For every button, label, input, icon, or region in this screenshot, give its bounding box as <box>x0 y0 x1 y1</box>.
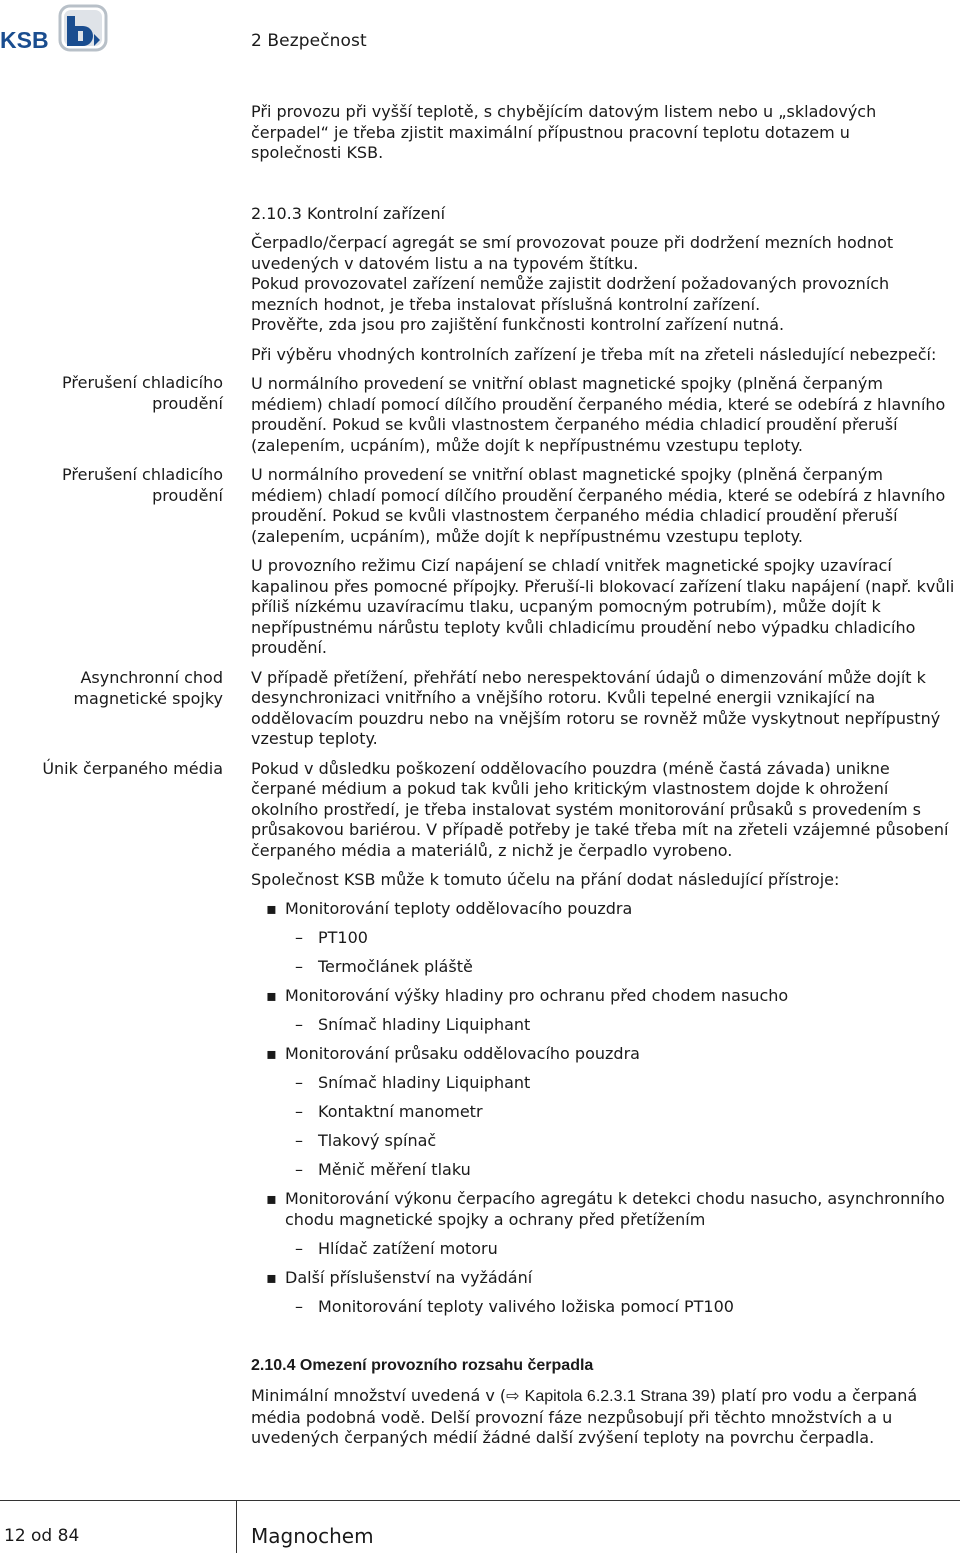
paragraph-cooling-1: U normálního provedení se vnitřní oblast magnetické spojky (plněná čerpaným médiem) chladí pomocí dílčího proudění čerpaného média, které se odebírá z hlavního proudění. Pokud se kvůli vlastnostem čerpaného média chladicí proudění přeruší (zalepením, ucpáním), může dojít k nepřípustnému vzestupu teploty. <box>251 374 946 455</box>
sub-list-item: – Tlakový spínač <box>295 1131 437 1150</box>
cross-reference-arrow-icon: ⇨ <box>506 1386 520 1405</box>
main-body <box>251 233 957 1317</box>
paragraph: Prověřte, zda jsou pro zajištění funkčnosti kontrolní zařízení nutná. <box>251 315 785 334</box>
ksb-logo <box>0 2 112 52</box>
footer-divider <box>0 1500 960 1501</box>
margin-label-cooling-1: Přerušení chladicího proudění <box>62 373 223 413</box>
margin-label-cooling-2: Přerušení chladicího proudění <box>62 465 223 505</box>
paragraph: Při výběru vhodných kontrolních zařízení je třeba mít na zřeteli následující nebezpečí: <box>251 344 937 364</box>
paragraph-async: V případě přetížení, přehřátí nebo nerespektování údajů o dimenzování může dojít k desynchronizaci vnitřního a vnějšího rotoru. Kvůli tepelné energii vznikající na oddělovacím pouzdru nebo na vnějším rotoru se rovněž může vyskytnout nepřípustný vzestup teploty. <box>251 667 941 748</box>
sub-list-item: – Hlídač zatížení motoru <box>295 1238 498 1258</box>
heading-2-10-4: 2.10.4 Omezení provozního rozsahu čerpadla <box>251 1357 594 1374</box>
list-item: ▪ Monitorování průsaku oddělovacího pouzdra <box>266 1044 640 1063</box>
logo-text: KSB <box>0 27 49 52</box>
paragraph-leak: Pokud v důsledku poškození oddělovacího pouzdra (méně častá závada) unikne čerpané médium a pokud tak kvůli jeho kritickým vlastnostem dojde k ohrožení okolního prostředí, je třeba instalovat systém monitorování průsaků s provedením s průsakovou bariérou. V případě potřeby je také třeba mít na zřeteli vzájemné působení čerpaného média a materiálů, z nichž je čerpadlo vyrobeno. <box>251 758 949 860</box>
paragraph: Pokud provozovatel zařízení nemůže zajistit dodržení požadovaných provozních mezních hodnot, je třeba instalovat příslušná kontrolní zařízení. <box>251 274 890 314</box>
device-list <box>251 899 957 1317</box>
page-number: 12 od 84 <box>4 1526 80 1546</box>
list-item: ▪ Monitorování výšky hladiny pro ochranu před chodem nasucho <box>266 986 789 1005</box>
cross-reference-link[interactable]: Kapitola 6.2.3.1 Strana 39 <box>524 1388 710 1405</box>
paragraph-operating-range: Minimální množství uvedená v (⇨ Kapitola 6.2.3.1 Strana 39) platí pro vodu a čerpaná média podobná vodě. Delší provozní fáze nezpůsobují při těchto množstvích a u uvedených čerpaných médií žádné další zvýšení teploty na povrchu čerpadla. <box>251 1386 918 1447</box>
list-item: ▪ Monitorování teploty oddělovacího pouzdra <box>266 899 633 918</box>
paragraph-devices-intro: Společnost KSB může k tomuto účelu na přání dodat následující přístroje: <box>251 870 840 889</box>
section-title: 2 Bezpečnost <box>251 31 367 51</box>
sub-list-item: – Snímač hladiny Liquiphant <box>295 1015 531 1034</box>
sub-list-item: – Snímač hladiny Liquiphant <box>295 1073 531 1092</box>
list-item: ▪ Další příslušenství na vyžádání <box>266 1267 533 1287</box>
sub-list-item: – PT100 <box>295 928 368 947</box>
sub-list-item: – Termočlánek pláště <box>295 957 473 976</box>
list-item: ▪ Monitorování výkonu čerpacího agregátu k detekci chodu nasucho, asynchronního chodu magnetické spojky a ochrany před přetížením <box>266 1189 945 1229</box>
footer-vertical-divider <box>236 1500 237 1553</box>
margin-label-async: Asynchronní chod magnetické spojky <box>73 668 223 708</box>
sub-list-item: – Kontaktní manometr <box>295 1102 483 1121</box>
intro-paragraph: Při provozu při vyšší teplotě, s chybějícím datovým listem nebo u „skladových čerpadel“ je třeba zjistit maximální přípustnou pracovní teplotu dotazem u společnosti KSB. <box>251 102 877 162</box>
sub-list-item: – Monitorování teploty valivého ložiska pomocí PT100 <box>295 1296 734 1316</box>
paragraph: Čerpadlo/čerpací agregát se smí provozovat pouze při dodržení mezních hodnot uvedených v datovém listu a na typovém štítku. <box>251 233 894 273</box>
product-name: Magnochem <box>251 1524 374 1548</box>
logo-mark <box>60 6 106 50</box>
paragraph-external-supply: U provozního režimu Cizí napájení se chladí vnitřek magnetické spojky uzavírací kapalinou přes pomocné přípojky. Přeruší-li blokovací zařízení tlaku napájení (např. kvůli příliš nízkému uzavíracímu tlaku, ucpaným pomocným potrubím), může dojít k nepřípustnému nárůstu teploty kvůli chladicímu proudění nebo výpadku chladicího proudění. <box>251 556 955 657</box>
paragraph-cooling-2: U normálního provedení se vnitřní oblast magnetické spojky (plněná čerpaným médiem) chladí pomocí dílčího proudění čerpaného média, které se odebírá z hlavního proudění. Pokud se kvůli vlastnostem čerpaného média chladicí proudění přeruší (zalepením, ucpáním), může dojít k nepřípustnému vzestupu teploty. <box>251 465 946 546</box>
sub-list-item: – Měnič měření tlaku <box>295 1160 471 1179</box>
margin-label-leak: Únik čerpaného média <box>42 759 223 778</box>
heading-2-10-3: 2.10.3 Kontrolní zařízení <box>251 204 446 223</box>
